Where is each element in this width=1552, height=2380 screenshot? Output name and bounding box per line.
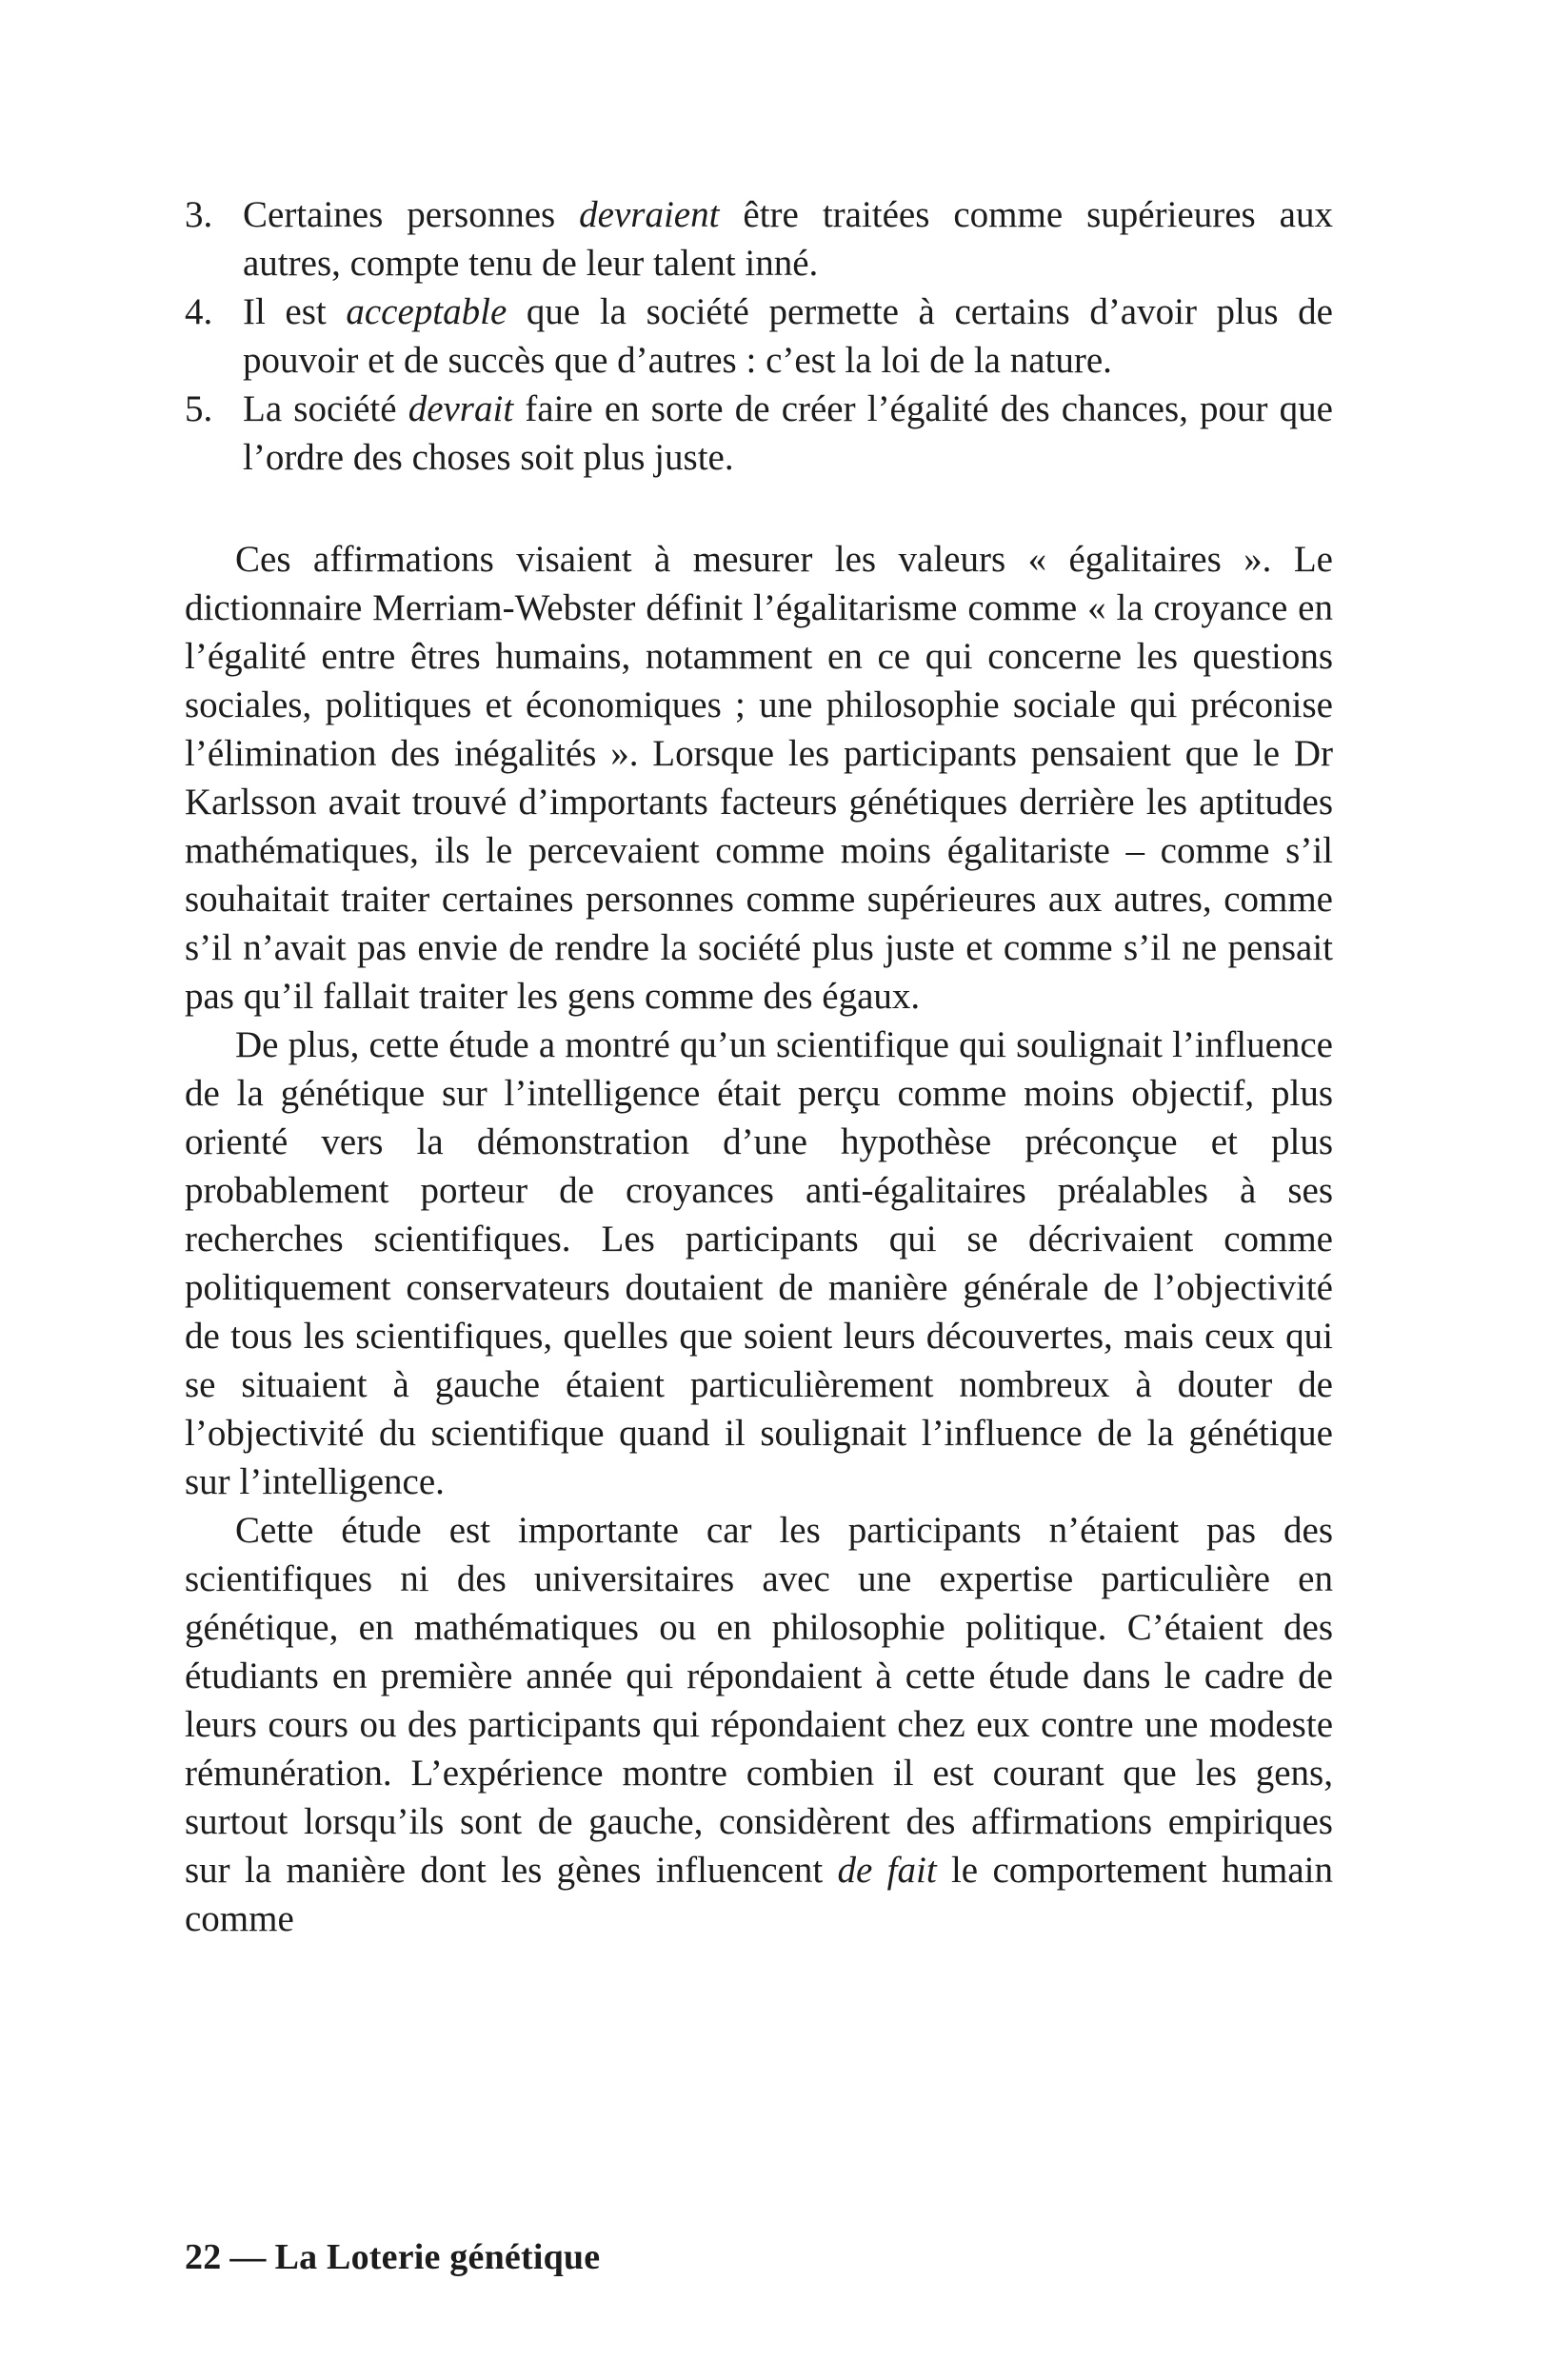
list-item: [185, 288, 1333, 385]
page-text-block: [185, 190, 1333, 1943]
page-number: 22: [185, 2237, 222, 2277]
list-item-number: 5.: [185, 388, 213, 429]
list-item-text: Il est acceptable que la société permette à certains d’avoir plus de pouvoir et de succès que d’autres : c’est la loi de la nature.: [243, 291, 1333, 381]
list-item-text: Certaines personnes devraient être traitées comme supérieures aux autres, compte tenu de leur talent inné.: [243, 194, 1333, 284]
list-item-number: 4.: [185, 291, 213, 332]
book-title: La Loterie génétique: [274, 2237, 601, 2277]
list-item: [185, 385, 1333, 482]
list-item-number: 3.: [185, 194, 213, 235]
body-paragraph: Ces affirmations visaient à mesurer les valeurs « égalitaires ». Le dictionnaire Merriam-Webster définit l’égalitarisme comme « la croyance en l’égalité entre êtres humains, notamment en ce qui concerne les questions sociales, politiques et économiques ; une philosophie sociale qui préconise l’élimination des inégalités ». Lorsque les participants pensaient que le Dr Karlsson avait trouvé d’importants facteurs génétiques derrière les aptitudes mathématiques, ils le percevaient comme moins égalitariste – comme s’il souhaitait traiter certaines personnes comme supérieures aux autres, comme s’il n’avait pas envie de rendre la société plus juste et comme s’il ne pensait pas qu’il fallait traiter les gens comme des égaux.: [185, 539, 1333, 1017]
page-footer: [185, 2234, 600, 2280]
list-item: [185, 190, 1333, 288]
footer-separator: —: [229, 2237, 267, 2277]
list-item-text: La société devrait faire en sorte de créer l’égalité des chances, pour que l’ordre des choses soit plus juste.: [243, 388, 1333, 478]
survey-statements-list: [185, 190, 1333, 482]
body-paragraph: De plus, cette étude a montré qu’un scientifique qui soulignait l’influence de la génétique sur l’intelligence était perçu comme moins objectif, plus orienté vers la démonstration d’une hypothèse préconçue et plus probablement porteur de croyances anti-égalitaires préalables à ses recherches scientifiques. Les participants qui se décrivaient comme politiquement conservateurs doutaient de manière générale de l’objectivité de tous les scientifiques, quelles que soient leurs découvertes, mais ceux qui se situaient à gauche étaient particulièrement nombreux à douter de l’objectivité du scientifique quand il soulignait l’influence de la génétique sur l’intelligence.: [185, 1024, 1333, 1502]
body-paragraph: Cette étude est importante car les participants n’étaient pas des scientifiques ni des universitaires avec une expertise particulière en génétique, en mathématiques ou en philosophie politique. C’étaient des étudiants en première année qui répondaient à cette étude dans le cadre de leurs cours ou des participants qui répondaient chez eux contre une modeste rémunération. L’expérience montre combien il est courant que les gens, surtout lorsqu’ils sont de gauche, considèrent des affirmations empiriques sur la manière dont les gènes influencent de fait le comportement humain comme: [185, 1510, 1333, 1939]
